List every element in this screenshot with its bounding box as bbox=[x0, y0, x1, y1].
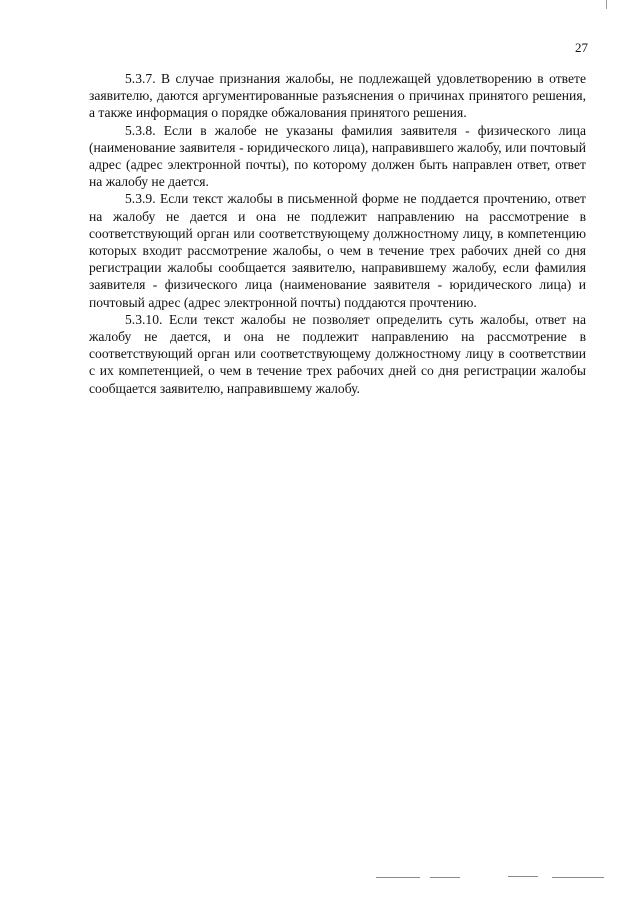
scan-footer-line-3 bbox=[508, 876, 538, 877]
scan-footer-line-4 bbox=[552, 877, 604, 878]
page-number: 27 bbox=[575, 40, 588, 55]
scan-edge-mark-top bbox=[606, 0, 607, 9]
paragraph-5-3-7: 5.3.7. В случае признания жалобы, не подлежащей удовлетворению в ответе заявителю, даются аргументированные разъяснения о причинах принятого решения, а также информация о порядке обжалования принятого решения. bbox=[89, 71, 586, 121]
scan-footer-line-1 bbox=[376, 877, 420, 878]
paragraph-5-3-8: 5.3.8. Если в жалобе не указаны фамилия заявителя - физического лица (наименование заявителя - юридического лица), направившего жалобу, или почтовый адрес (адрес электронной почты), по которому должен быть направлен ответ, ответ на жалобу не дается. bbox=[89, 122, 586, 190]
scan-footer-line-2 bbox=[430, 877, 460, 878]
paragraph-5-3-10: 5.3.10. Если текст жалобы не позволяет определить суть жалобы, ответ на жалобу не дается, и она не подлежит направлению на рассмотрение в соответствующий орган или соответствующему должностному лицу в соответствии с их компетенцией, о чем в течение трех рабочих дней со дня регистрации жалобы сообщается заявителю, направившему жалобу. bbox=[89, 311, 586, 396]
paragraph-5-3-9: 5.3.9. Если текст жалобы в письменной форме не поддается прочтению, ответ на жалобу не дается и она не подлежит направлению на рассмотрение в соответствующий орган или соответствующему должностному лицу, в компетенцию которых входит рассмотрение жалобы, о чем в течение трех рабочих дней со дня регистрации жалобы сообщается заявителю, направившему жалобу, если фамилия заявителя - физического лица (наименование заявителя - юридического лица) и почтовый адрес (адрес электронной почты) поддаются прочтению. bbox=[89, 191, 586, 310]
document-body bbox=[89, 70, 586, 397]
